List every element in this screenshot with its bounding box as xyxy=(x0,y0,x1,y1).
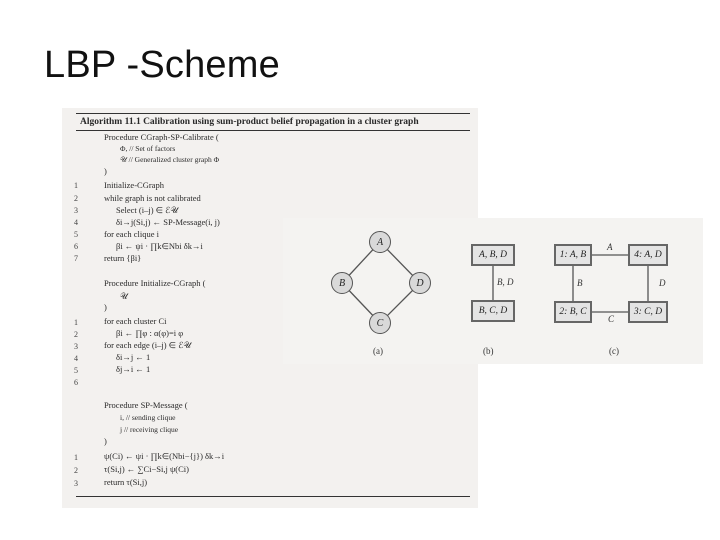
caption-a: (a) xyxy=(373,346,383,356)
code-line: while graph is not calibrated xyxy=(104,193,201,203)
cluster-1-ab: 1: A, B xyxy=(554,244,592,266)
proc1-head: Procedure CGraph-SP-Calibrate ( xyxy=(104,132,219,142)
code-line: δi→j(Si,j) ← SP-Message(i, j) xyxy=(116,217,220,227)
node-b: B xyxy=(331,272,353,294)
code-line: δj→i ← 1 xyxy=(116,364,151,374)
top-rule xyxy=(76,113,470,114)
proc2-head: Procedure Initialize-CGraph ( xyxy=(104,278,206,288)
proc1-param-0: Φ, // Set of factors xyxy=(120,144,176,153)
header-rule xyxy=(76,130,470,131)
line-number: 7 xyxy=(74,254,78,263)
line-number: 4 xyxy=(74,354,78,363)
line-number: 6 xyxy=(74,378,78,387)
code-line: return τ(Si,j) xyxy=(104,477,148,487)
proc1-param-1: 𝒰 // Generalized cluster graph Φ xyxy=(120,155,220,164)
sepset-bd: B, D xyxy=(497,277,514,287)
line-number: 3 xyxy=(74,206,78,215)
node-a: A xyxy=(369,231,391,253)
line-number: 1 xyxy=(74,453,78,462)
code-line: δi→j ← 1 xyxy=(116,352,151,362)
cluster-graphs-figure xyxy=(283,218,703,364)
cluster-bcd: B, C, D xyxy=(471,300,515,322)
line-number: 3 xyxy=(74,342,78,351)
code-line: for each clique i xyxy=(104,229,159,239)
cluster-2-bc: 2: B, C xyxy=(554,301,592,323)
code-line: τ(Si,j) ← ∑Ci−Si,j ψ(Ci) xyxy=(104,464,189,474)
line-number: 1 xyxy=(74,318,78,327)
line-number: 3 xyxy=(74,479,78,488)
caption-b: (b) xyxy=(483,346,494,356)
proc1-close: ) xyxy=(104,166,107,176)
proc3-param-0: i, // sending clique xyxy=(120,413,176,422)
sepset-d: D xyxy=(659,278,666,288)
proc3-close: ) xyxy=(104,436,107,446)
node-c: C xyxy=(369,312,391,334)
cluster-abd: A, B, D xyxy=(471,244,515,266)
proc3-head: Procedure SP-Message ( xyxy=(104,400,188,410)
code-line: for each edge (i–j) ∈ ℰ𝒰 xyxy=(104,340,191,350)
sepset-b: B xyxy=(577,278,583,288)
proc2-param-0: 𝒰 xyxy=(120,291,128,301)
line-number: 2 xyxy=(74,466,78,475)
code-line: Select (i–j) ∈ ℰ𝒰 xyxy=(116,205,178,215)
algorithm-header: Algorithm 11.1 Calibration using sum-product belief propagation in a cluster graph xyxy=(80,117,419,127)
caption-c: (c) xyxy=(609,346,619,356)
code-line: return {βi} xyxy=(104,253,142,263)
line-number: 1 xyxy=(74,181,78,190)
line-number: 5 xyxy=(74,366,78,375)
bottom-rule xyxy=(76,496,470,497)
line-number: 2 xyxy=(74,194,78,203)
cluster-4-ad: 4: A, D xyxy=(628,244,668,266)
code-line: βi ← ∏φ : α(φ)=i φ xyxy=(116,328,184,338)
code-line: βi ← ψi · ∏k∈Nbi δk→i xyxy=(116,241,203,251)
code-line: ψ(Ci) ← ψi · ∏k∈(Nbi−{j}) δk→i xyxy=(104,451,225,461)
code-line: for each cluster Ci xyxy=(104,316,167,326)
node-d: D xyxy=(409,272,431,294)
line-number: 2 xyxy=(74,330,78,339)
proc2-close: ) xyxy=(104,302,107,312)
proc3-param-1: j // receiving clique xyxy=(120,425,179,434)
line-number: 5 xyxy=(74,230,78,239)
line-number: 6 xyxy=(74,242,78,251)
slide-title: LBP -Scheme xyxy=(44,44,280,86)
code-line: Initialize-CGraph xyxy=(104,180,164,190)
sepset-c: C xyxy=(608,314,615,324)
cluster-3-cd: 3: C, D xyxy=(628,301,668,323)
line-number: 4 xyxy=(74,218,78,227)
sepset-a: A xyxy=(607,242,613,252)
